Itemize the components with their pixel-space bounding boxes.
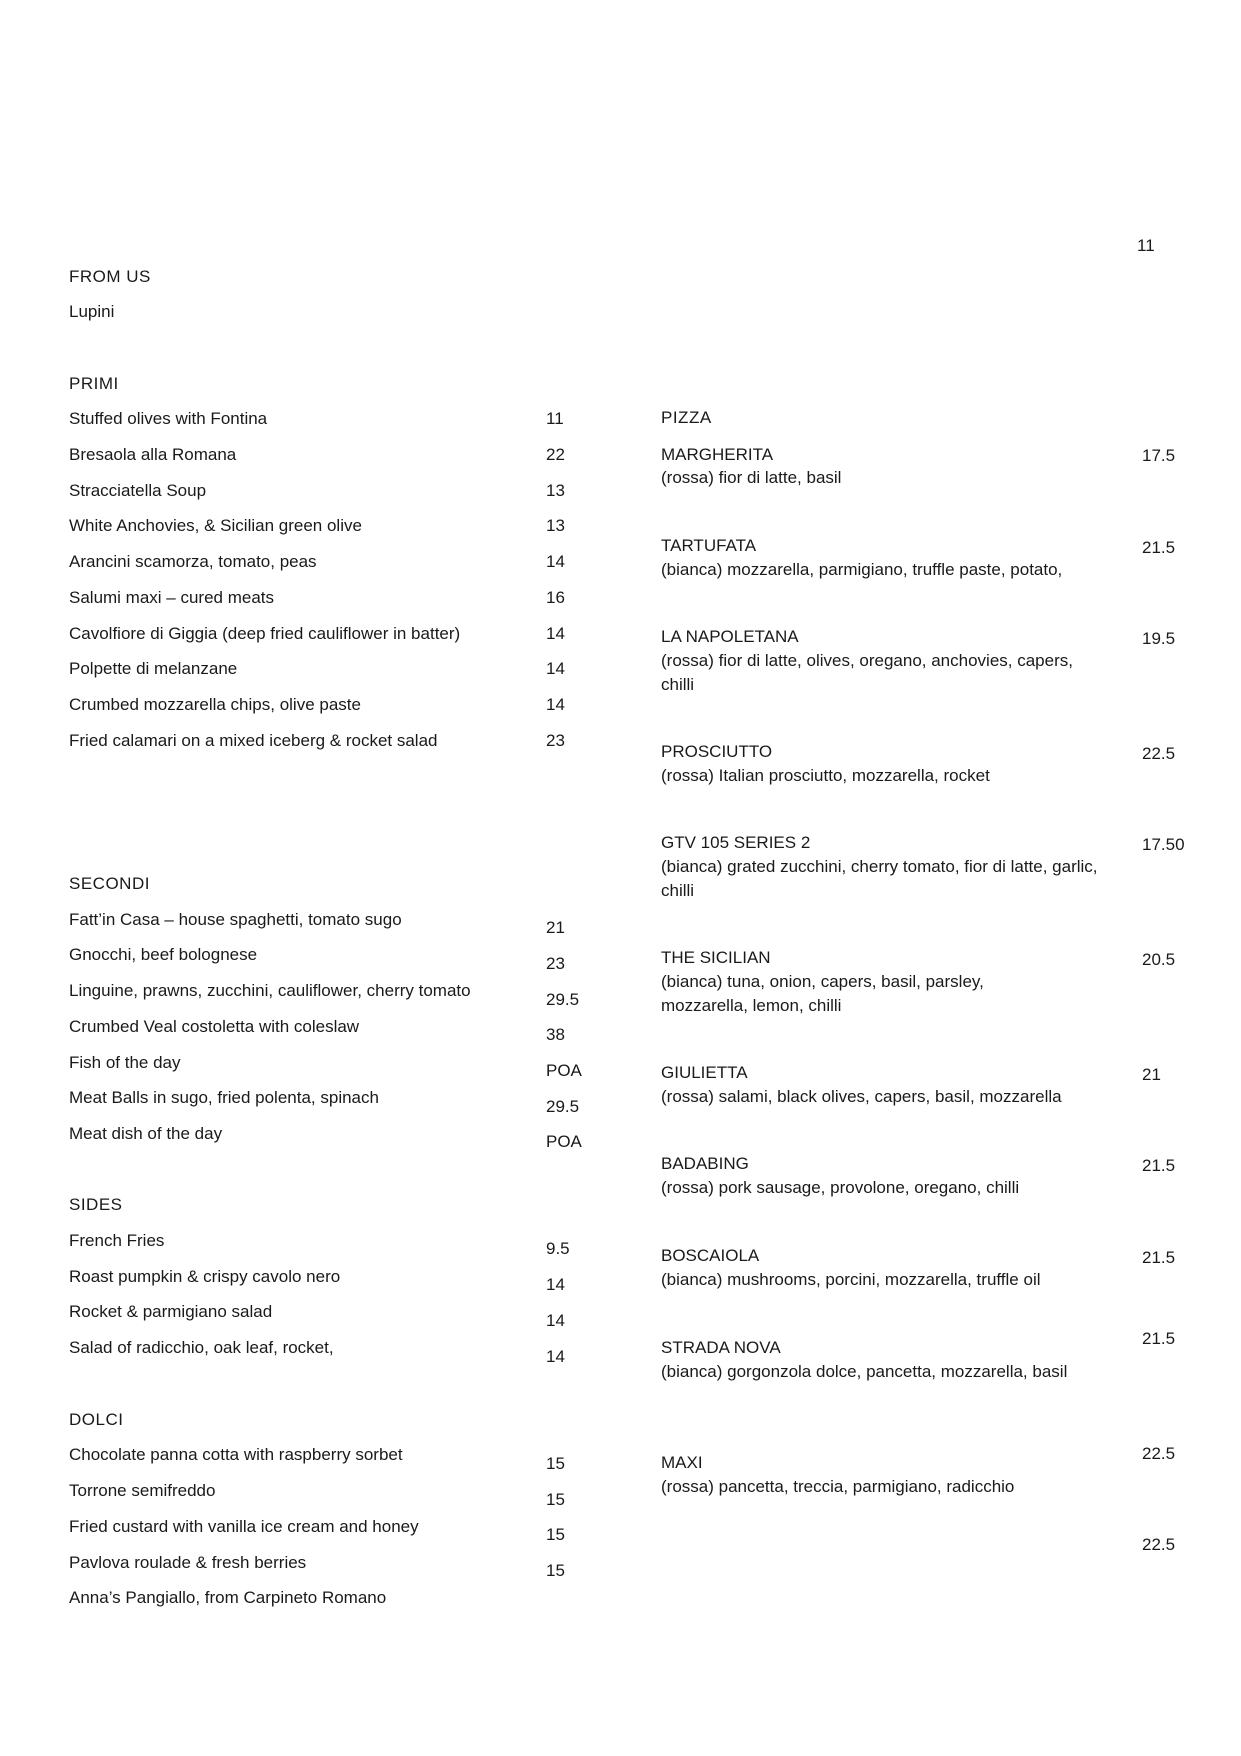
item-price: 14 <box>546 1347 565 1366</box>
item-price: 22.5 <box>1142 744 1176 763</box>
from-us-item-lupini: Lupini <box>69 302 115 321</box>
item-price: 14 <box>546 1311 565 1330</box>
item-price: 14 <box>546 659 565 678</box>
pizza-name: BOSCAIOLA <box>661 1246 760 1265</box>
pizza-desc: (bianca) mozzarella, parmigiano, truffle paste, potato, <box>661 560 1063 579</box>
dolci-heading: DOLCI <box>69 1410 124 1429</box>
item-price: 14 <box>546 695 565 714</box>
top-right-number: 11 <box>1137 236 1155 255</box>
item-price: 15 <box>546 1490 565 1509</box>
list-item: Roast pumpkin & crispy cavolo nero <box>69 1267 341 1286</box>
list-item: Salumi maxi – cured meats <box>69 588 275 607</box>
pizza-name: BADABING <box>661 1154 749 1173</box>
pizza-desc: (rossa) fior di latte, basil <box>661 468 842 487</box>
item-price: 29.5 <box>546 990 580 1009</box>
list-item: Crumbed Veal costoletta with coleslaw <box>69 1017 360 1036</box>
item-price: 23 <box>546 731 565 750</box>
list-item: Fried custard with vanilla ice cream and honey <box>69 1517 419 1536</box>
item-price: 17.50 <box>1142 835 1185 854</box>
pizza-name: STRADA NOVA <box>661 1338 781 1357</box>
list-item: Salad of radicchio, oak leaf, rocket, <box>69 1338 334 1357</box>
item-price: 17.5 <box>1142 446 1176 465</box>
pizza-desc: (rossa) fior di latte, olives, oregano, anchovies, capers, chilli <box>661 651 1073 694</box>
pizza-name: LA NAPOLETANA <box>661 627 799 646</box>
list-item: Crumbed mozzarella chips, olive paste <box>69 695 361 714</box>
item-price: 23 <box>546 954 565 973</box>
item-price: 19.5 <box>1142 629 1176 648</box>
item-price: 21.5 <box>1142 1248 1176 1267</box>
pizza-desc: (bianca) gorgonzola dolce, pancetta, mozzarella, basil <box>661 1362 1068 1381</box>
item-price: 14 <box>546 552 565 571</box>
item-price: 11 <box>546 409 564 428</box>
item-price: 13 <box>546 516 565 535</box>
list-item: Cavolfiore di Giggia (deep fried cauliflower in batter) <box>69 624 461 643</box>
pizza-desc: (bianca) grated zucchini, cherry tomato, fior di latte, garlic, chilli <box>661 857 1098 900</box>
pizza-desc: (bianca) mushrooms, porcini, mozzarella, truffle oil <box>661 1270 1041 1289</box>
list-item: Chocolate panna cotta with raspberry sorbet <box>69 1445 403 1464</box>
primi-heading: PRIMI <box>69 374 119 393</box>
list-item: Rocket & parmigiano salad <box>69 1302 273 1321</box>
pizza-desc: (bianca) tuna, onion, capers, basil, parsley, mozzarella, lemon, chilli <box>661 972 984 1015</box>
list-item: Fish of the day <box>69 1053 181 1072</box>
item-price: 29.5 <box>546 1097 580 1116</box>
item-price: 14 <box>546 1275 565 1294</box>
item-price: 22.5 <box>1142 1444 1176 1463</box>
list-item: Fatt’in Casa – house spaghetti, tomato sugo <box>69 910 402 929</box>
list-item: Stracciatella Soup <box>69 481 207 500</box>
list-item: Bresaola alla Romana <box>69 445 237 464</box>
pizza-name: GIULIETTA <box>661 1063 748 1082</box>
pizza-desc: (rossa) Italian prosciutto, mozzarella, rocket <box>661 766 990 785</box>
pizza-name: MARGHERITA <box>661 445 774 464</box>
pizza-desc: (rossa) pork sausage, provolone, oregano, chilli <box>661 1178 1020 1197</box>
list-item: Polpette di melanzane <box>69 659 238 678</box>
item-price: 38 <box>546 1025 565 1044</box>
list-item: Pavlova roulade & fresh berries <box>69 1553 307 1572</box>
pizza-desc: (rossa) salami, black olives, capers, basil, mozzarella <box>661 1087 1062 1106</box>
item-price: 20.5 <box>1142 950 1176 969</box>
item-price: 13 <box>546 481 565 500</box>
item-price: 15 <box>546 1561 565 1580</box>
item-price: 15 <box>546 1525 565 1544</box>
pizza-name: THE SICILIAN <box>661 948 771 967</box>
secondi-heading: SECONDI <box>69 874 150 893</box>
list-item: Meat dish of the day <box>69 1124 223 1143</box>
sides-heading: SIDES <box>69 1195 123 1214</box>
pizza-name: MAXI <box>661 1453 703 1472</box>
item-price: 22 <box>546 445 565 464</box>
pizza-name: GTV 105 SERIES 2 <box>661 833 811 852</box>
pizza-name: TARTUFATA <box>661 536 757 555</box>
list-item: Arancini scamorza, tomato, peas <box>69 552 317 571</box>
pizza-heading: PIZZA <box>661 408 712 427</box>
item-price: 21.5 <box>1142 1329 1176 1348</box>
item-price: 16 <box>546 588 565 607</box>
from-us-heading: FROM US <box>69 267 151 286</box>
item-price: 9.5 <box>546 1239 570 1258</box>
pizza-desc: (rossa) pancetta, treccia, parmigiano, radicchio <box>661 1477 1015 1496</box>
list-item: French Fries <box>69 1231 165 1250</box>
list-item: Meat Balls in sugo, fried polenta, spinach <box>69 1088 379 1107</box>
item-price: 21.5 <box>1142 538 1176 557</box>
item-price: POA <box>546 1061 582 1080</box>
list-item: Linguine, prawns, zucchini, cauliflower, cherry tomato <box>69 981 471 1000</box>
item-price: POA <box>546 1132 582 1151</box>
list-item: Gnocchi, beef bolognese <box>69 945 258 964</box>
item-price: 21.5 <box>1142 1156 1176 1175</box>
list-item: Anna’s Pangiallo, from Carpineto Romano <box>69 1588 387 1607</box>
item-price: 15 <box>546 1454 565 1473</box>
list-item: White Anchovies, & Sicilian green olive <box>69 516 362 535</box>
trailing-price: 22.5 <box>1142 1535 1176 1554</box>
pizza-name: PROSCIUTTO <box>661 742 773 761</box>
item-price: 21 <box>546 918 565 937</box>
list-item: Torrone semifreddo <box>69 1481 216 1500</box>
item-price: 21 <box>1142 1065 1161 1084</box>
item-price: 14 <box>546 624 565 643</box>
list-item: Stuffed olives with Fontina <box>69 409 268 428</box>
list-item: Fried calamari on a mixed iceberg & rocket salad <box>69 731 438 750</box>
